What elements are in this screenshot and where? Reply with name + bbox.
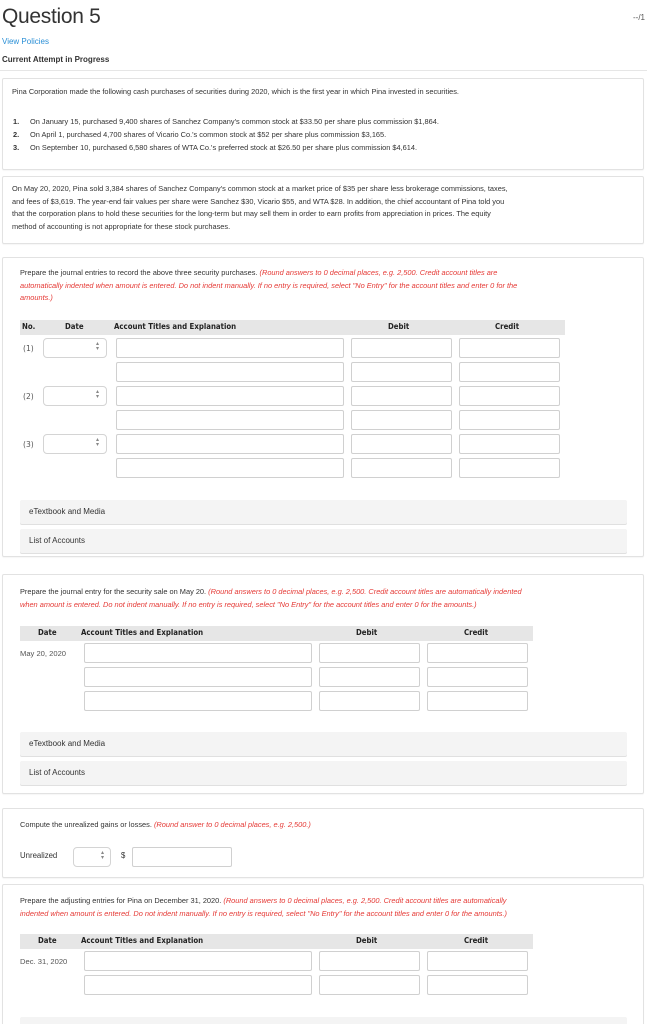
date-select[interactable] — [43, 338, 107, 358]
entry-number: (3) — [23, 440, 34, 449]
gain-loss-select[interactable] — [73, 847, 111, 867]
col-date: Date — [65, 322, 84, 331]
journal-table-header — [20, 626, 533, 641]
unrealized-amount-input[interactable] — [132, 847, 232, 867]
select-arrows-icon: ▴ ▾ — [95, 437, 99, 448]
col-account: Account Titles and Explanation — [81, 628, 204, 637]
col-no: No. — [22, 322, 36, 331]
part-a-prompt: Prepare the journal entries to record the above three security purchases. (Round answers to 0 decimal places, e.g. 2,500. Credit account titles are — [20, 268, 498, 277]
etextbook-media-button[interactable]: eTextbook and Media — [20, 732, 627, 756]
col-debit: Debit — [356, 628, 378, 637]
entry-number: (1) — [23, 344, 34, 353]
problem-intro-panel — [2, 78, 644, 170]
account-title-input[interactable] — [116, 362, 344, 382]
account-title-input[interactable] — [84, 975, 312, 995]
select-arrows-icon: ▴ ▾ — [95, 341, 99, 352]
problem-intro: Pina Corporation made the following cash purchases of securities during 2020, which is the first year in which Pina invested in securities. — [12, 87, 459, 96]
debit-input[interactable] — [351, 338, 452, 358]
part-d-instruction: indented when amount is entered. Do not indent manually. If no entry is required, select "No Entry" for the account titles and enter 0 for the amounts.) — [20, 908, 508, 918]
unrealized-label: Unrealized — [20, 851, 58, 860]
part-a-instruction: amounts.) — [20, 293, 53, 302]
credit-input[interactable] — [427, 975, 528, 995]
journal-table-header — [20, 934, 533, 949]
account-title-input[interactable] — [84, 643, 312, 663]
account-title-input[interactable] — [84, 951, 312, 971]
account-title-input[interactable] — [84, 691, 312, 711]
problem-details-line: On May 20, 2020, Pina sold 3,384 shares of Sanchez Company's common stock at a market price of $35 per share less brokerage commissions, taxes, — [12, 184, 508, 193]
select-arrows-icon: ▴ ▾ — [95, 389, 99, 400]
account-title-input[interactable] — [116, 410, 344, 430]
credit-input[interactable] — [459, 338, 560, 358]
problem-details-panel — [2, 176, 644, 244]
debit-input[interactable] — [319, 643, 420, 663]
date-select[interactable] — [43, 386, 107, 406]
account-title-input[interactable] — [116, 338, 344, 358]
entry-date: Dec. 31, 2020 — [20, 957, 68, 966]
col-date: Date — [38, 628, 57, 637]
debit-input[interactable] — [351, 362, 452, 382]
part-d-prompt: Prepare the adjusting entries for Pina on December 31, 2020. (Round answers to 0 decimal places, e.g. 2,500. Credit account titles are automatically — [20, 896, 507, 905]
part-a-instruction: automatically indented when amount is entered. Do not indent manually. If no entry is required, select "No Entry" for the account titles and enter 0 for the — [20, 280, 518, 290]
purchase-item: 3. On September 10, purchased 6,580 shares of WTA Co.'s preferred stock at $26.50 per share plus commission $4,614. — [13, 143, 418, 152]
col-account: Account Titles and Explanation — [81, 936, 204, 945]
list-of-accounts-button[interactable]: List of Accounts — [20, 761, 627, 785]
entry-number: (2) — [23, 392, 34, 401]
credit-input[interactable] — [459, 410, 560, 430]
select-arrows-icon: ▴ ▾ — [100, 850, 104, 861]
etextbook-media-button[interactable] — [20, 1017, 627, 1024]
debit-input[interactable] — [319, 691, 420, 711]
debit-input[interactable] — [351, 458, 452, 478]
col-credit: Credit — [495, 322, 520, 331]
debit-input[interactable] — [319, 667, 420, 687]
entry-date: May 20, 2020 — [20, 649, 67, 658]
debit-input[interactable] — [319, 975, 420, 995]
credit-input[interactable] — [427, 667, 528, 687]
part-b-prompt: Prepare the journal entry for the security sale on May 20. (Round answers to 0 decimal places, e.g. 2,500. Credit account titles are automatically indented — [20, 587, 522, 596]
credit-input[interactable] — [427, 643, 528, 663]
date-select[interactable] — [43, 434, 107, 454]
credit-input[interactable] — [459, 362, 560, 382]
part-c-prompt: Compute the unrealized gains or losses. (Round answer to 0 decimal places, e.g. 2,500.) — [20, 820, 311, 829]
col-date: Date — [38, 936, 57, 945]
journal-table-header — [20, 320, 565, 335]
account-title-input[interactable] — [116, 458, 344, 478]
part-b-panel — [2, 574, 644, 794]
problem-details-line: and fees of $3,619. The year-end fair values per share were Sanchez $30, Vicario $55, and WTA $28. In addition, the chief accountant of Pina told you — [12, 196, 505, 206]
credit-input[interactable] — [459, 434, 560, 454]
part-a-panel — [2, 257, 644, 557]
credit-input[interactable] — [459, 458, 560, 478]
debit-input[interactable] — [351, 434, 452, 454]
part-b-instruction: when amount is entered. Do not indent manually. If no entry is required, select "No Entry" for the account titles and enter 0 for the amounts.) — [20, 599, 477, 609]
col-credit: Credit — [464, 936, 489, 945]
purchase-item: 1. On January 15, purchased 9,400 shares of Sanchez Company's common stock at $33.50 per share plus commission $1,864. — [13, 117, 439, 126]
debit-input[interactable] — [351, 410, 452, 430]
purchase-item: 2. On April 1, purchased 4,700 shares of Vicario Co.'s common stock at $52 per share plus commission $3,165. — [13, 130, 387, 139]
view-policies-link[interactable]: View Policies — [2, 37, 49, 46]
credit-input[interactable] — [427, 951, 528, 971]
col-credit: Credit — [464, 628, 489, 637]
credit-input[interactable] — [427, 691, 528, 711]
question-title: Question 5 — [2, 5, 101, 28]
account-title-input[interactable] — [116, 386, 344, 406]
attempt-status: Current Attempt in Progress — [2, 55, 110, 64]
currency-symbol: $ — [121, 851, 126, 860]
debit-input[interactable] — [319, 951, 420, 971]
problem-details-line: method of accounting is not appropriate for these stock purchases. — [12, 221, 231, 231]
etextbook-media-button[interactable]: eTextbook and Media — [20, 500, 627, 524]
divider — [0, 70, 647, 71]
part-d-panel — [2, 884, 644, 1024]
account-title-input[interactable] — [84, 667, 312, 687]
question-score: --/1 — [633, 13, 645, 22]
credit-input[interactable] — [459, 386, 560, 406]
purchase-list — [13, 115, 439, 154]
problem-details-line: that the corporation plans to hold these securities for the long-term but may sell them in order to earn profits from appreciation in prices. The equity — [12, 209, 491, 218]
debit-input[interactable] — [351, 386, 452, 406]
col-account: Account Titles and Explanation — [114, 322, 237, 331]
list-of-accounts-button[interactable]: List of Accounts — [20, 529, 627, 553]
col-debit: Debit — [356, 936, 378, 945]
col-debit: Debit — [388, 322, 410, 331]
account-title-input[interactable] — [116, 434, 344, 454]
part-c-panel — [2, 808, 644, 878]
